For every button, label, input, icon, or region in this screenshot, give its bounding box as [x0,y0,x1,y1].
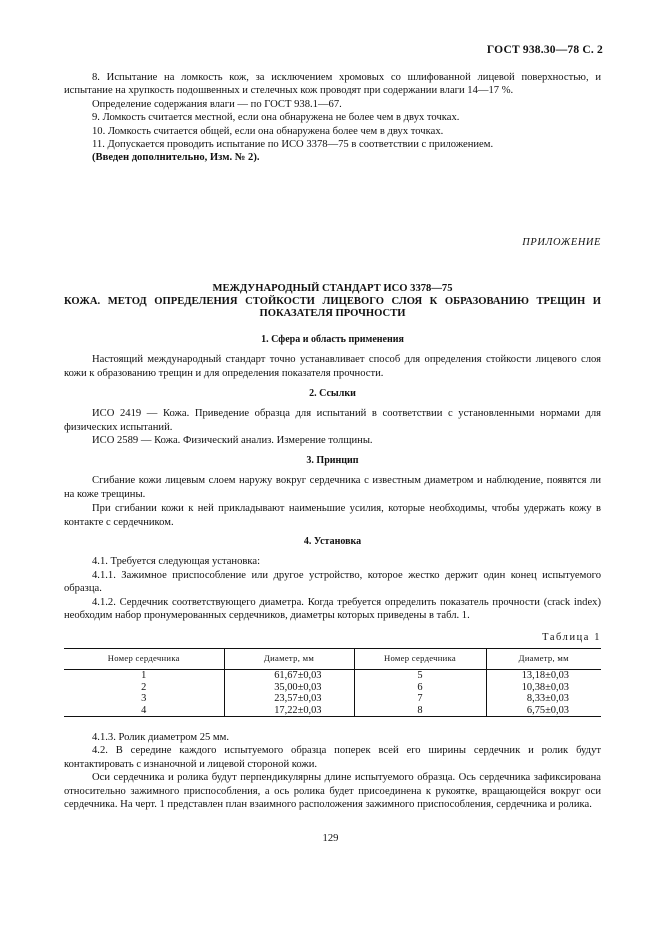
table-cell: 8 [354,705,486,717]
section-1 [64,333,601,380]
table-header-cell: Номер сердечника [354,649,486,670]
section-paragraph: При сгибании кожи к ней прикладывают наименьшие усилия, которые необходимы, чтобы удержать кожу в контакте с сердечником. [64,503,601,528]
table-cell: 35,00±0,03 [224,682,354,694]
standard-title-block [64,283,601,321]
section-heading: 2. Ссылки [309,388,356,399]
table-cell: 2 [141,681,147,693]
section-paragraph: ИСО 2589 — Кожа. Физический анализ. Измерение толщины. [92,435,373,447]
table-cell: 3 [141,693,147,705]
appendix-label: ПРИЛОЖЕНИЕ [522,237,601,248]
table-row [64,693,601,705]
section-paragraph: Настоящий международный стандарт точно устанавливает способ для определения стойкости лицевого слоя кожи к образованию трещин и для определения показателя прочности. [64,354,601,379]
section-heading: 3. Принцип [306,455,359,466]
table-cell: 6,75±0,03 [486,705,601,717]
table-row [64,705,601,717]
diameter-table [64,648,601,717]
table-cell: 61,67±0,03 [224,670,354,682]
table-cell: 4 [64,705,224,717]
section-paragraph: ИСО 2419 — Кожа. Приведение образца для испытаний в соответствии с установленными нормами для физических испытаний. [64,408,601,433]
table-row [64,670,601,682]
section-2 [64,387,601,448]
bottom-text-block [64,731,601,811]
table-cell: 6 [354,682,486,694]
table-header-row [64,649,601,670]
amendment-note: (Введен дополнительно, Изм. № 2). [92,152,260,164]
table-cell: 7 [354,693,486,705]
table-cell: 5 [354,670,486,682]
paragraph-4-2: 4.2. В середине каждого испытуемого образца поперек всей его ширины сердечник и ролик будут контактировать с изнаночной и лицевой стороной кожи. [64,745,601,770]
table-header-cell: Диаметр, мм [224,649,354,670]
running-head: ГОСТ 938.30—78 С. 2 [486,44,603,56]
table-cell: 1 [141,670,147,681]
section-heading: 1. Сфера и область применения [261,334,404,345]
standard-subtitle: КОЖА. МЕТОД ОПРЕДЕЛЕНИЯ СТОЙКОСТИ ЛИЦЕВОГО СЛОЯ К ОБРАЗОВАНИЮ ТРЕЩИН И ПОКАЗАТЕЛЯ ПРОЧНОСТИ [64,295,601,320]
paragraph-8: 8. Испытание на ломкость кож, за исключением хромовых со шлифованной лицевой поверхностью, и испытание на хрупкость подошвенных и стелечных кож проводят при содержании влаги 14—17 %. [64,72,601,97]
paragraph-4-1-3: 4.1.3. Ролик диаметром 25 мм. [92,732,229,743]
section-3 [64,454,601,529]
table-row [64,682,601,694]
paragraph-11: 11. Допускается проводить испытание по ИСО 3378—75 в соответствии с приложением. [92,139,494,151]
table-caption: Таблица 1 [542,632,601,643]
paragraph-moisture: Определение содержания влаги — по ГОСТ 938.1—67. [92,98,342,110]
section-paragraph: 4.1.1. Зажимное приспособление или другое устройство, которое жестко держит один конец испытуемого образца. [64,569,601,595]
table-header-cell: Номер сердечника [64,649,224,670]
top-text-block [64,71,601,165]
table-header-cell: Диаметр, мм [486,649,601,670]
section-4 [64,535,601,622]
section-paragraph: 4.1. Требуется следующая установка: [92,556,261,568]
page-number: 129 [322,833,339,844]
section-paragraph: 4.1.2. Сердечник соответствующего диаметра. Когда требуется определить показатель прочности (crack index) необходим набор пронумерованных сердечников, диаметры которых приведены в табл. 1. [64,596,601,622]
table-cell: 23,57±0,03 [224,693,354,705]
section-paragraph: Сгибание кожи лицевым слоем наружу вокруг сердечника с известным диаметром и наблюдение, появятся ли на коже трещины. [64,475,601,500]
table-cell: 10,38±0,03 [486,682,601,694]
standard-title: МЕЖДУНАРОДНЫЙ СТАНДАРТ ИСО 3378—75 [212,283,453,294]
paragraph-axes: Оси сердечника и ролика будут перпендикулярны длине испытуемого образца. Ось сердечника зафиксирована относительно зажимного приспособления, а ось ролика будет присоединена к рукоятке, вращающейся вокруг оси сердечника. На черт. 1 представлен план взаимного расположения зажимного приспособления, сердечника и ролика. [64,772,601,811]
table-cell: 17,22±0,03 [224,705,354,717]
table-cell: 8,33±0,03 [486,693,601,705]
table-cell: 13,18±0,03 [486,670,601,682]
paragraph-9: 9. Ломкость считается местной, если она обнаружена не более чем в двух точках. [92,112,460,124]
section-heading: 4. Установка [303,536,362,547]
paragraph-10: 10. Ломкость считается общей, если она обнаружена более чем в двух точках. [92,125,444,137]
